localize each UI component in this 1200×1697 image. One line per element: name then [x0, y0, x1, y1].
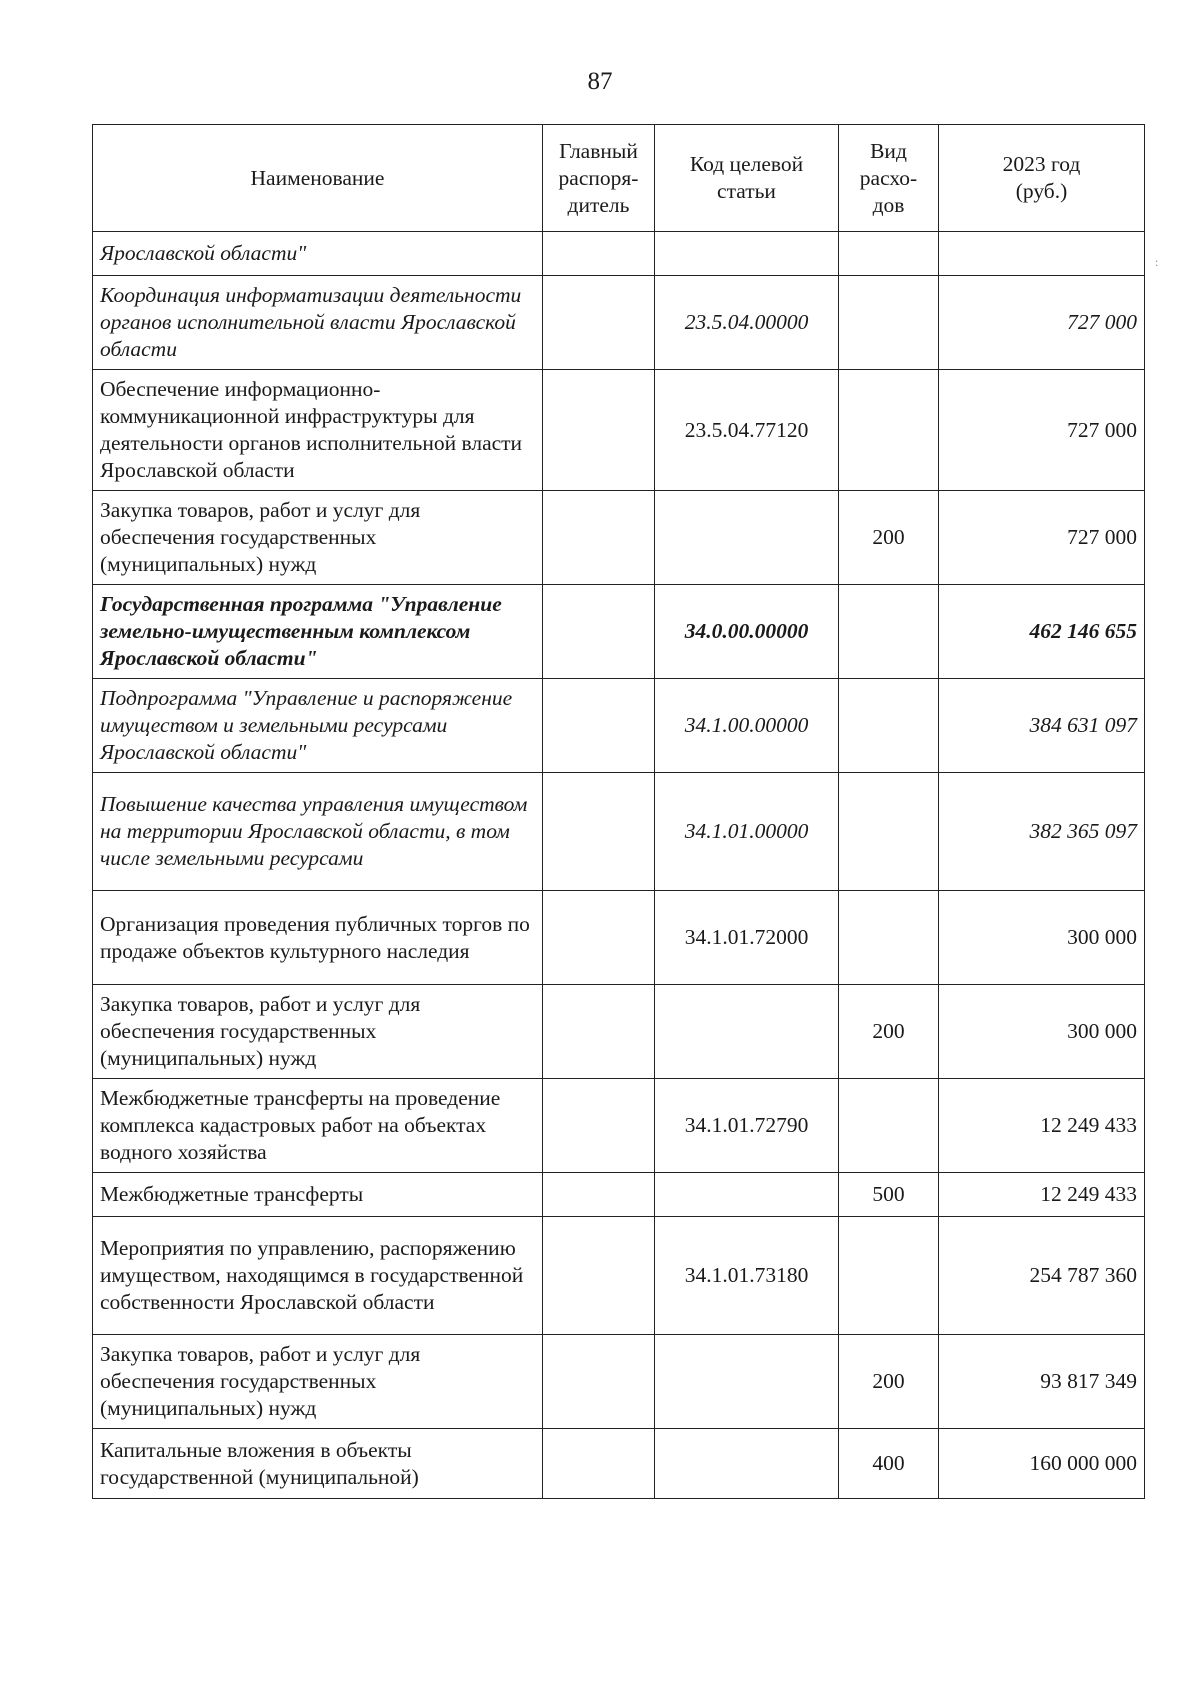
cell-manager [543, 1335, 655, 1429]
cell-amount: 727 000 [939, 370, 1145, 491]
cell-name: Координация информатизации деятельности органов исполнительной власти Ярославской области [93, 276, 543, 370]
cell-code [655, 985, 839, 1079]
header-name [93, 125, 543, 232]
table-row [93, 891, 1145, 985]
cell-type [839, 1079, 939, 1173]
header-amount: 2023 год (руб.) [939, 125, 1145, 232]
scan-mark: : [1155, 255, 1159, 269]
cell-code: 34.1.00.00000 [655, 679, 839, 773]
cell-manager [543, 985, 655, 1079]
table-row [93, 232, 1145, 276]
cell-amount: 93 817 349 [939, 1335, 1145, 1429]
cell-code [655, 1335, 839, 1429]
cell-manager [543, 679, 655, 773]
cell-amount: 727 000 [939, 276, 1145, 370]
cell-amount: 462 146 655 [939, 585, 1145, 679]
cell-name: Организация проведения публичных торгов по продаже объектов культурного наследия [93, 891, 543, 985]
cell-amount: 300 000 [939, 985, 1145, 1079]
cell-name: Закупка товаров, работ и услуг для обеспечения государственных (муниципальных) нужд [93, 491, 543, 585]
cell-amount: 254 787 360 [939, 1217, 1145, 1335]
cell-amount: 160 000 000 [939, 1429, 1145, 1499]
cell-type: 200 [839, 491, 939, 585]
cell-code [655, 232, 839, 276]
cell-amount: 300 000 [939, 891, 1145, 985]
table-row [93, 1335, 1145, 1429]
table-row [93, 985, 1145, 1079]
cell-name: Повышение качества управления имуществом на территории Ярославской области, в том числе земельными ресурсами [93, 773, 543, 891]
cell-code: 23.5.04.77120 [655, 370, 839, 491]
table-row [93, 491, 1145, 585]
cell-amount: 12 249 433 [939, 1079, 1145, 1173]
cell-type [839, 679, 939, 773]
table-row [93, 773, 1145, 891]
cell-code [655, 491, 839, 585]
cell-type [839, 891, 939, 985]
cell-amount [939, 232, 1145, 276]
cell-manager [543, 1429, 655, 1499]
header-code: Код целевой статьи [655, 125, 839, 232]
cell-manager [543, 276, 655, 370]
cell-manager [543, 585, 655, 679]
cell-code [655, 1173, 839, 1217]
cell-name: Закупка товаров, работ и услуг для обеспечения государственных (муниципальных) нужд [93, 1335, 543, 1429]
cell-amount: 12 249 433 [939, 1173, 1145, 1217]
cell-type: 400 [839, 1429, 939, 1499]
cell-manager [543, 1173, 655, 1217]
cell-manager [543, 1217, 655, 1335]
cell-type [839, 773, 939, 891]
table-row [93, 276, 1145, 370]
cell-manager [543, 491, 655, 585]
cell-name: Подпрограмма "Управление и распоряжение имуществом и земельными ресурсами Ярославской области" [93, 679, 543, 773]
header-name-text: Наименование [250, 165, 385, 190]
cell-amount: 382 365 097 [939, 773, 1145, 891]
table-row [93, 1429, 1145, 1499]
cell-type [839, 1217, 939, 1335]
cell-code: 23.5.04.00000 [655, 276, 839, 370]
cell-name: Обеспечение информационно-коммуникационной инфраструктуры для деятельности органов исполнительной власти Ярославской области [93, 370, 543, 491]
cell-code: 34.0.00.00000 [655, 585, 839, 679]
header-manager: Главный распоря- дитель [543, 125, 655, 232]
table-row [93, 1079, 1145, 1173]
cell-manager [543, 891, 655, 985]
page-number: 87 [587, 68, 613, 95]
table-row [93, 1217, 1145, 1335]
cell-code [655, 1429, 839, 1499]
table-row [93, 1173, 1145, 1217]
cell-type: 200 [839, 1335, 939, 1429]
cell-code: 34.1.01.72790 [655, 1079, 839, 1173]
cell-manager [543, 1079, 655, 1173]
cell-name: Межбюджетные трансферты на проведение комплекса кадастровых работ на объектах водного хозяйства [93, 1079, 543, 1173]
header-type: Вид расхо- дов [839, 125, 939, 232]
table-header-row [93, 125, 1145, 232]
cell-name: Ярославской области" [93, 232, 543, 276]
cell-code: 34.1.01.73180 [655, 1217, 839, 1335]
table-row [93, 370, 1145, 491]
cell-code: 34.1.01.72000 [655, 891, 839, 985]
cell-amount: 727 000 [939, 491, 1145, 585]
cell-name: Капитальные вложения в объекты государственной (муниципальной) [93, 1429, 543, 1499]
table-row [93, 679, 1145, 773]
cell-type [839, 585, 939, 679]
cell-name: Государственная программа "Управление земельно-имущественным комплексом Ярославской области" [93, 585, 543, 679]
cell-amount: 384 631 097 [939, 679, 1145, 773]
cell-manager [543, 232, 655, 276]
cell-manager [543, 773, 655, 891]
cell-type [839, 276, 939, 370]
table-row [93, 585, 1145, 679]
cell-type: 500 [839, 1173, 939, 1217]
cell-name: Мероприятия по управлению, распоряжению имуществом, находящимся в государственной собственности Ярославской области [93, 1217, 543, 1335]
cell-type [839, 370, 939, 491]
budget-table [92, 124, 1145, 1499]
cell-type: 200 [839, 985, 939, 1079]
cell-manager [543, 370, 655, 491]
cell-name: Межбюджетные трансферты [93, 1173, 543, 1217]
cell-name: Закупка товаров, работ и услуг для обеспечения государственных (муниципальных) нужд [93, 985, 543, 1079]
cell-type [839, 232, 939, 276]
cell-code: 34.1.01.00000 [655, 773, 839, 891]
